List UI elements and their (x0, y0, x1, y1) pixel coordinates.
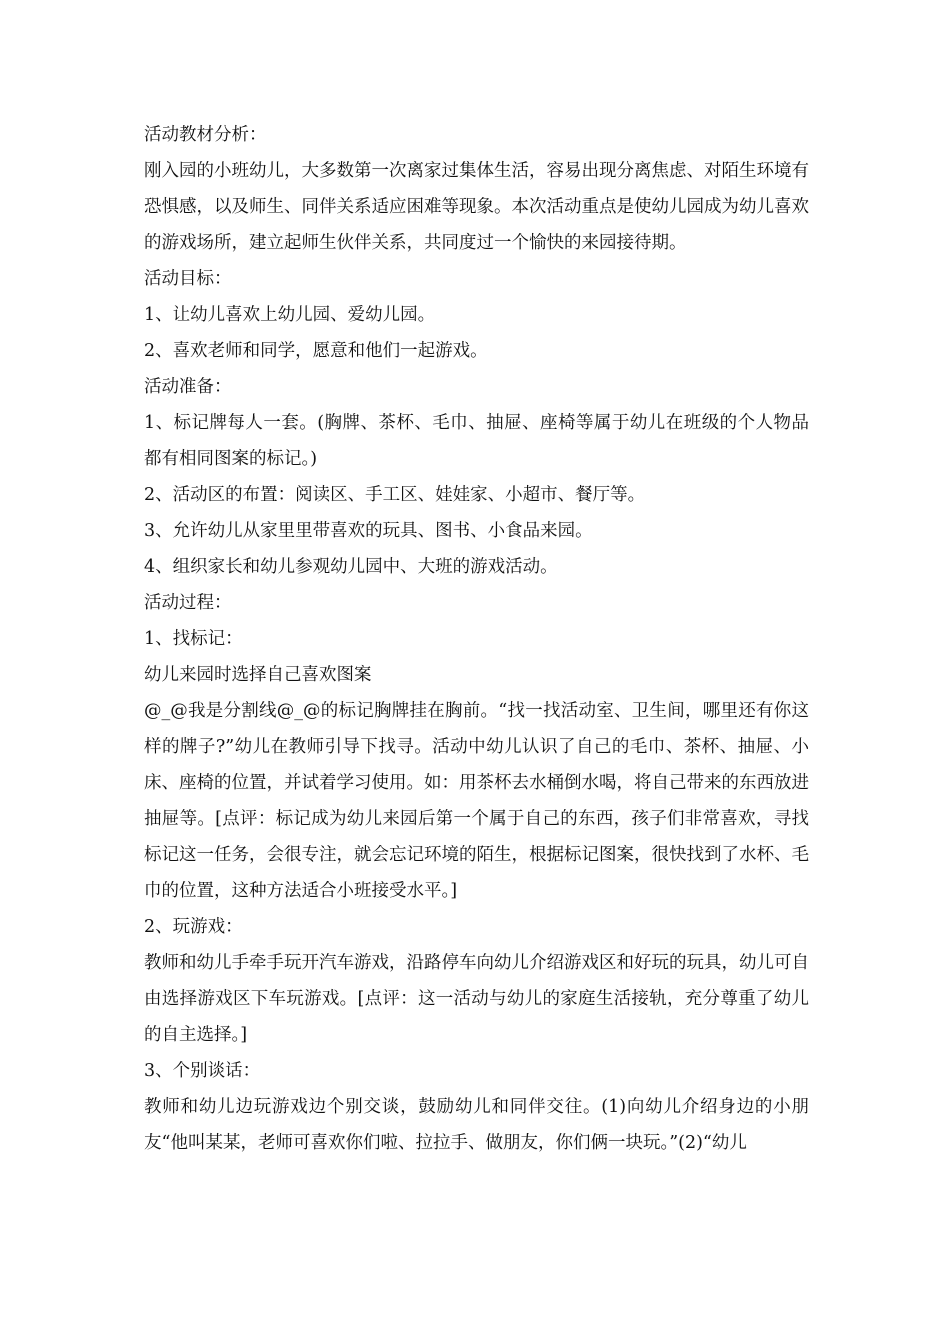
section-heading-prep: 活动准备： (144, 377, 232, 397)
step-1-title: 1、找标记： (144, 629, 243, 649)
step-1-paragraph: @_@我是分割线@_@的标记胸牌挂在胸前。“找一找活动室、卫生间，哪里还有你这样的牌子?”幼儿在教师引导下找寻。活动中幼儿认识了自己的毛巾、茶杯、抽屉、小床、座椅的位置，并试着学习使用。如：用茶杯去水桶倒水喝，将自己带来的东西放进抽屉等。[点评：标记成为幼儿来园后第一个属于自己的东西，孩子们非常喜欢，寻找标记这一任务，会很专注，就会忘记环境的陌生，根据标记图案，很快找到了水杯、毛巾的位置，这种方法适合小班接受水平。] (144, 701, 809, 901)
document-page (144, 117, 809, 1161)
prep-item-2: 2、活动区的布置：阅读区、手工区、娃娃家、小超市、餐厅等。 (144, 485, 646, 505)
section-heading-process: 活动过程： (144, 593, 232, 613)
step-1-intro: 幼儿来园时选择自己喜欢图案 (144, 665, 372, 685)
analysis-paragraph: 刚入园的小班幼儿，大多数第一次离家过集体生活，容易出现分离焦虑、对陌生环境有恐惧感，以及师生、同伴关系适应困难等现象。本次活动重点是使幼儿园成为幼儿喜欢的游戏场所，建立起师生伙伴关系，共同度过一个愉快的来园接待期。 (144, 161, 809, 253)
step-2-title: 2、玩游戏： (144, 917, 243, 937)
prep-item-4: 4、组织家长和幼儿参观幼儿园中、大班的游戏活动。 (144, 557, 558, 577)
section-heading-analysis: 活动教材分析： (144, 125, 267, 145)
prep-item-1: 1、标记牌每人一套。(胸牌、茶杯、毛巾、抽屉、座椅等属于幼儿在班级的个人物品都有相同图案的标记。) (144, 413, 809, 469)
step-3-paragraph: 教师和幼儿边玩游戏边个别交谈，鼓励幼儿和同伴交往。(1)向幼儿介绍身边的小朋友“他叫某某，老师可喜欢你们啦、拉拉手、做朋友，你们俩一块玩。”(2)“幼儿 (144, 1097, 809, 1153)
step-3-title: 3、个别谈话： (144, 1061, 261, 1081)
step-2-paragraph: 教师和幼儿手牵手玩开汽车游戏，沿路停车向幼儿介绍游戏区和好玩的玩具，幼儿可自由选择游戏区下车玩游戏。[点评：这一活动与幼儿的家庭生活接轨，充分尊重了幼儿的自主选择。] (144, 953, 809, 1045)
goal-item-1: 1、让幼儿喜欢上幼儿园、爱幼儿园。 (144, 305, 436, 325)
goal-item-2: 2、喜欢老师和同学，愿意和他们一起游戏。 (144, 341, 488, 361)
section-heading-goals: 活动目标： (144, 269, 232, 289)
prep-item-3: 3、允许幼儿从家里里带喜欢的玩具、图书、小食品来园。 (144, 521, 593, 541)
